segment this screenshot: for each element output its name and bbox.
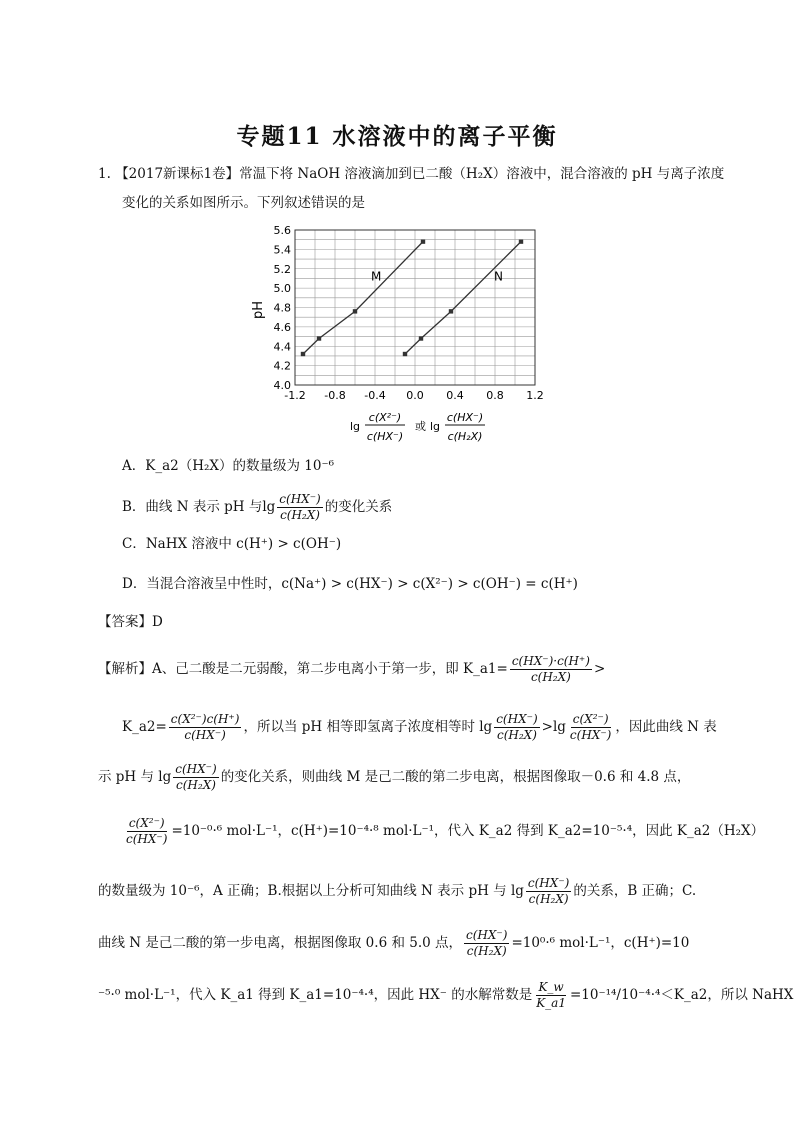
question-number: 1. [98, 166, 111, 182]
y-tick-labels [274, 224, 292, 392]
svg-text:c(X²⁻): c(X²⁻) [368, 411, 402, 424]
y-tick-label: 4.6 [273, 320, 291, 334]
svg-text:或: 或 [415, 420, 426, 433]
y-axis-label: pH [251, 300, 266, 320]
y-tick-label: 5.0 [273, 282, 291, 296]
x-tick-labels [284, 389, 543, 402]
page-title: 专题11 水溶液中的离子平衡 [236, 123, 558, 150]
y-tick-label: 4.2 [273, 359, 291, 373]
question-stem-line1 [98, 164, 724, 184]
series-label-M: M [371, 269, 382, 284]
svg-text:lg: lg [350, 420, 361, 433]
data-point-M [317, 336, 321, 340]
data-point-N [419, 336, 423, 340]
analysis-line1: 【解析】A、己二酸是二元弱酸，第二步电离小于第一步，即 K_a1= $\frac{c(HX^-)\cdot c(H^+)}{\text{c(H₂X)}}$ > [98, 654, 606, 684]
x-tick-label: 0.0 [406, 389, 424, 402]
y-tick-label: 4.0 [273, 379, 291, 392]
question-stem: 常温下将 NaOH 溶液滴加到已二酸（H₂X）溶液中，混合溶液的 pH 与离子浓度 [239, 166, 725, 182]
analysis-line6: 曲线 N 是己二酸的第一步电离，根据图像取 0.6 和 5.0 点， $\frac{c(HX^-)}{\text{c(H₂X)}}$ =10⁰·⁶ mol·L⁻¹，c(H⁺)=10 [98, 928, 690, 958]
answer: 【答案】D [98, 614, 163, 630]
x-tick-label: 0.4 [446, 389, 464, 402]
analysis-line5: 的数量级为 10⁻⁶，A 正确；B.根据以上分析可知曲线 N 表示 pH 与 lg $\frac{c(HX^-)}{\text{c(H₂X)}}$ 的关系，B 正确；C. [98, 876, 697, 906]
svg-text:lg: lg [430, 420, 441, 433]
analysis-line3: 示 pH 与 lg $\frac{c(HX^-)}{\text{c(H₂X)}}$ 的变化关系，则曲线 M 是己二酸的第二步电离，根据图像取－0.6 和 4.8 点， [98, 762, 691, 792]
data-point-M [421, 239, 425, 243]
series-label-N: N [494, 269, 503, 284]
option-d: D．当混合溶液呈中性时，c(Na⁺) > c(HX⁻) > c(X²⁻) > c(OH⁻) = c(H⁺) [122, 576, 578, 592]
svg-text:c(HX⁻): c(HX⁻) [366, 430, 404, 443]
option-c: C．NaHX 溶液中 c(H⁺) > c(OH⁻) [122, 536, 342, 552]
option-b: B．曲线 N 表示 pH 与lg $\frac{c(HX^-)}{\text{c(H₂X)}}$ 的变化关系 [122, 492, 393, 522]
y-tick-label: 4.8 [273, 301, 291, 315]
data-point-N [519, 239, 523, 243]
analysis-line4: $\frac{\text{c(X²⁻)}}{c(HX^-)}$ =10⁻⁰·⁶ mol·L⁻¹，c(H⁺)=10⁻⁴·⁸ mol·L⁻¹，代入 K_a2 得到 K_a2=10⁻⁵·⁴，因此 K_a2（H₂X） [126, 816, 765, 846]
ph-chart [240, 220, 560, 450]
data-point-M [353, 309, 357, 313]
x-tick-label: -1.2 [284, 389, 306, 402]
y-tick-label: 4.4 [273, 340, 291, 354]
analysis-line7: ⁻⁵·⁰ mol·L⁻¹，代入 K_a1 得到 K_a1=10⁻⁴·⁴，因此 HX⁻ 的水解常数是 $\frac{K\_w}{K\_a1}$ =10⁻¹⁴/10⁻⁴·⁴＜K_a2，所以 NaHX [98, 980, 794, 1010]
x-tick-label: -0.4 [364, 389, 386, 402]
y-tick-label: 5.2 [273, 262, 291, 276]
question-source: 【2017新课标1卷】 [115, 166, 240, 182]
x-tick-label: 0.8 [486, 389, 504, 402]
analysis-line2: K_a2= $\frac{\text{c(X²⁻)c(H⁺)}}{c(HX^-)}$ ，所以当 pH 相等即氢离子浓度相等时 lg $\frac{c(HX^-)}{\text{c(H₂X)}}$ >lg $\frac{\text{c(X²⁻)}}{c(HX^-)}$ ，因此曲线 N 表 [122, 712, 717, 742]
data-point-N [403, 352, 407, 356]
x-tick-label: -0.8 [324, 389, 346, 402]
data-point-N [449, 309, 453, 313]
option-a: A．K_a2（H₂X）的数量级为 10⁻⁶ [122, 458, 335, 474]
svg-text:c(H₂X): c(H₂X) [447, 430, 483, 443]
x-axis-label [350, 411, 485, 443]
x-tick-label: 1.2 [526, 389, 544, 402]
chart-grid [295, 230, 535, 385]
data-point-M [301, 352, 305, 356]
svg-text:c(HX⁻): c(HX⁻) [446, 411, 484, 424]
question-stem-line2: 变化的关系如图所示。下列叙述错误的是 [122, 195, 365, 211]
y-tick-label: 5.6 [273, 224, 291, 237]
y-tick-label: 5.4 [273, 243, 291, 257]
